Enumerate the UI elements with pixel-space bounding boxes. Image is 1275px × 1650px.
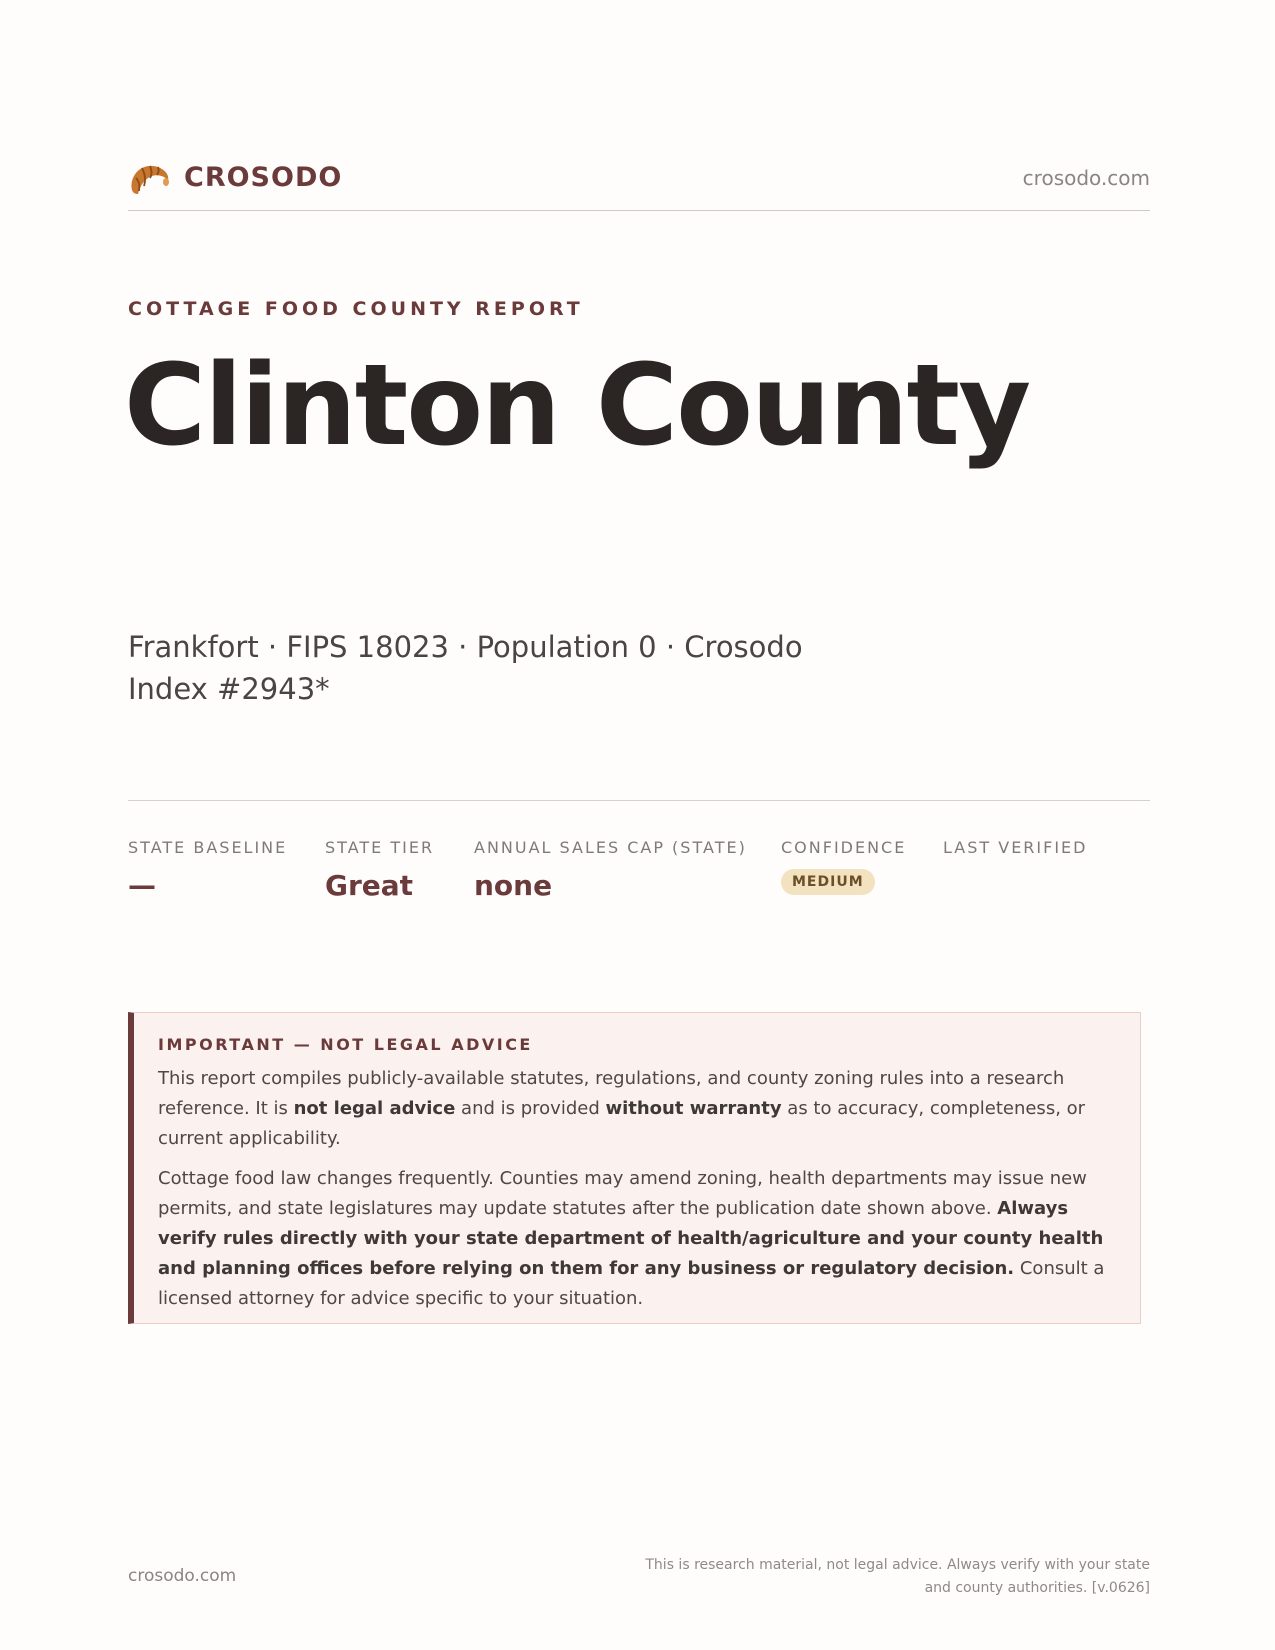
- notice-paragraph-1: [158, 1064, 1116, 1154]
- stat-confidence: [781, 838, 906, 895]
- notice-emphasis: without warranty: [605, 1098, 782, 1119]
- legal-notice: [128, 1012, 1141, 1324]
- stat-label: ANNUAL SALES CAP (STATE): [474, 838, 747, 857]
- section-divider: [128, 800, 1150, 801]
- stat-label: STATE BASELINE: [128, 838, 288, 857]
- brand-name: CROSODO: [184, 162, 343, 193]
- stat-value: —: [128, 869, 156, 902]
- confidence-badge: MEDIUM: [781, 869, 875, 895]
- stat-label: LAST VERIFIED: [943, 838, 1088, 857]
- stat-state-baseline: [128, 838, 287, 902]
- stat-sales-cap: [474, 838, 747, 902]
- page-title: Clinton County: [124, 341, 1030, 471]
- notice-text: as to accuracy, completeness, or current applicability.: [158, 1098, 1086, 1149]
- footer-disclaimer-line: This is research material, not legal advice. Always verify with your state: [645, 1557, 1150, 1573]
- report-page: [124, 0, 1150, 1650]
- notice-text: and is provided: [455, 1098, 606, 1119]
- notice-heading: IMPORTANT — NOT LEGAL ADVICE: [158, 1035, 533, 1054]
- footer-disclaimer-line: and county authorities. [v.0626]: [924, 1580, 1150, 1596]
- stat-value: none: [474, 869, 553, 902]
- report-kicker: COTTAGE FOOD COUNTY REPORT: [128, 298, 584, 320]
- header-divider: [128, 210, 1150, 211]
- notice-emphasis: Always verify rules directly with your state department of health/agriculture and your county health and planning offices before relying on them for any business or regulatory decision.: [158, 1198, 1104, 1279]
- county-meta: Frankfort · FIPS 18023 · Population 0 · Crosodo Index #2943*: [128, 630, 803, 706]
- notice-text: Cottage food law changes frequently. Counties may amend zoning, health departments may issue new permits, and state legislatures may update statutes after the publication date shown above.: [158, 1168, 1087, 1219]
- stat-value: Great: [325, 869, 414, 902]
- footer-disclaimer: [630, 1554, 1150, 1600]
- croissant-icon: [128, 160, 170, 198]
- notice-text: Consult a licensed attorney for advice specific to your situation.: [158, 1258, 1105, 1309]
- notice-emphasis: not legal advice: [293, 1098, 456, 1119]
- stats-row: [128, 838, 1150, 908]
- notice-paragraph-2: [158, 1164, 1116, 1314]
- stat-last-verified: [943, 838, 1087, 869]
- footer-site-link[interactable]: crosodo.com: [128, 1566, 237, 1586]
- stat-label: STATE TIER: [325, 838, 435, 857]
- stat-label: CONFIDENCE: [781, 838, 907, 857]
- header-site-link[interactable]: crosodo.com: [1022, 166, 1150, 190]
- stat-state-tier: [325, 838, 434, 902]
- notice-text: This report compiles publicly-available statutes, regulations, and county zoning rules into a research reference. It is: [158, 1068, 1065, 1119]
- page-header: [128, 158, 1150, 202]
